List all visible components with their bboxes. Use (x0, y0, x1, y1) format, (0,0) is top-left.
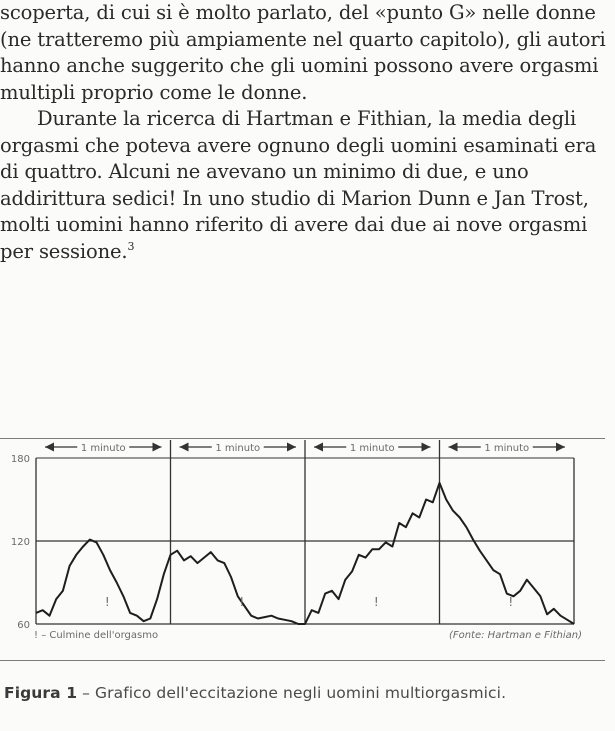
footnote-ref: 3 (127, 239, 135, 253)
minute-arrowhead-left (45, 443, 54, 452)
y-tick-label: 180 (10, 454, 30, 465)
orgasm-marker: ! (508, 595, 514, 609)
figure-caption-text: – Grafico dell'eccitazione negli uomini multiorgasmici. (82, 684, 507, 702)
paragraph-2-text: Durante la ricerca di Hartman e Fithian, la media degli orgasmi che poteva avere ognuno degli uomini esaminati era di quattro. Alcuni ne avevano un minimo di due, e uno addirittura sedici! In uno studio di Marion Dunn e Jan Trost, molti uomini hanno riferito di avere dai due ai nove orgasmi per sessione. (0, 107, 597, 263)
minute-arrowhead-right (422, 443, 431, 452)
minute-arrowhead-right (153, 443, 162, 452)
y-tick-label: 60 (17, 620, 30, 631)
minute-arrowhead-left (449, 443, 458, 452)
minute-label: 1 minuto (484, 443, 530, 454)
figure-bottom-rule (0, 660, 605, 661)
orgasm-marker: ! (104, 595, 110, 609)
minute-label: 1 minuto (80, 443, 126, 454)
minute-arrowhead-left (180, 443, 189, 452)
figure-caption (4, 684, 506, 702)
paragraph-1: scoperta, di cui si è molto parlato, del «punto G» nelle donne (ne tratteremo più ampiamente nel quarto capitolo), gli autori hanno anche suggerito che gli uomini possono avere orgasmi multipli proprio come le donne. (0, 1, 606, 104)
minute-arrowhead-right (287, 443, 296, 452)
arousal-chart (0, 438, 615, 648)
chart-legend: ! – Culmine dell'orgasmo (34, 630, 159, 641)
minute-arrowhead-right (556, 443, 565, 452)
orgasm-marker: ! (373, 595, 379, 609)
figure-chart (0, 438, 615, 648)
minute-arrowhead-left (314, 443, 323, 452)
body-text (0, 0, 607, 265)
y-tick-label: 120 (10, 537, 30, 548)
orgasm-marker: ! (239, 595, 245, 609)
chart-source: (Fonte: Hartman e Fithian) (448, 630, 582, 641)
paragraph-2 (0, 106, 607, 265)
figure-label: Figura 1 (4, 684, 78, 702)
minute-label: 1 minuto (215, 443, 261, 454)
minute-label: 1 minuto (349, 443, 395, 454)
